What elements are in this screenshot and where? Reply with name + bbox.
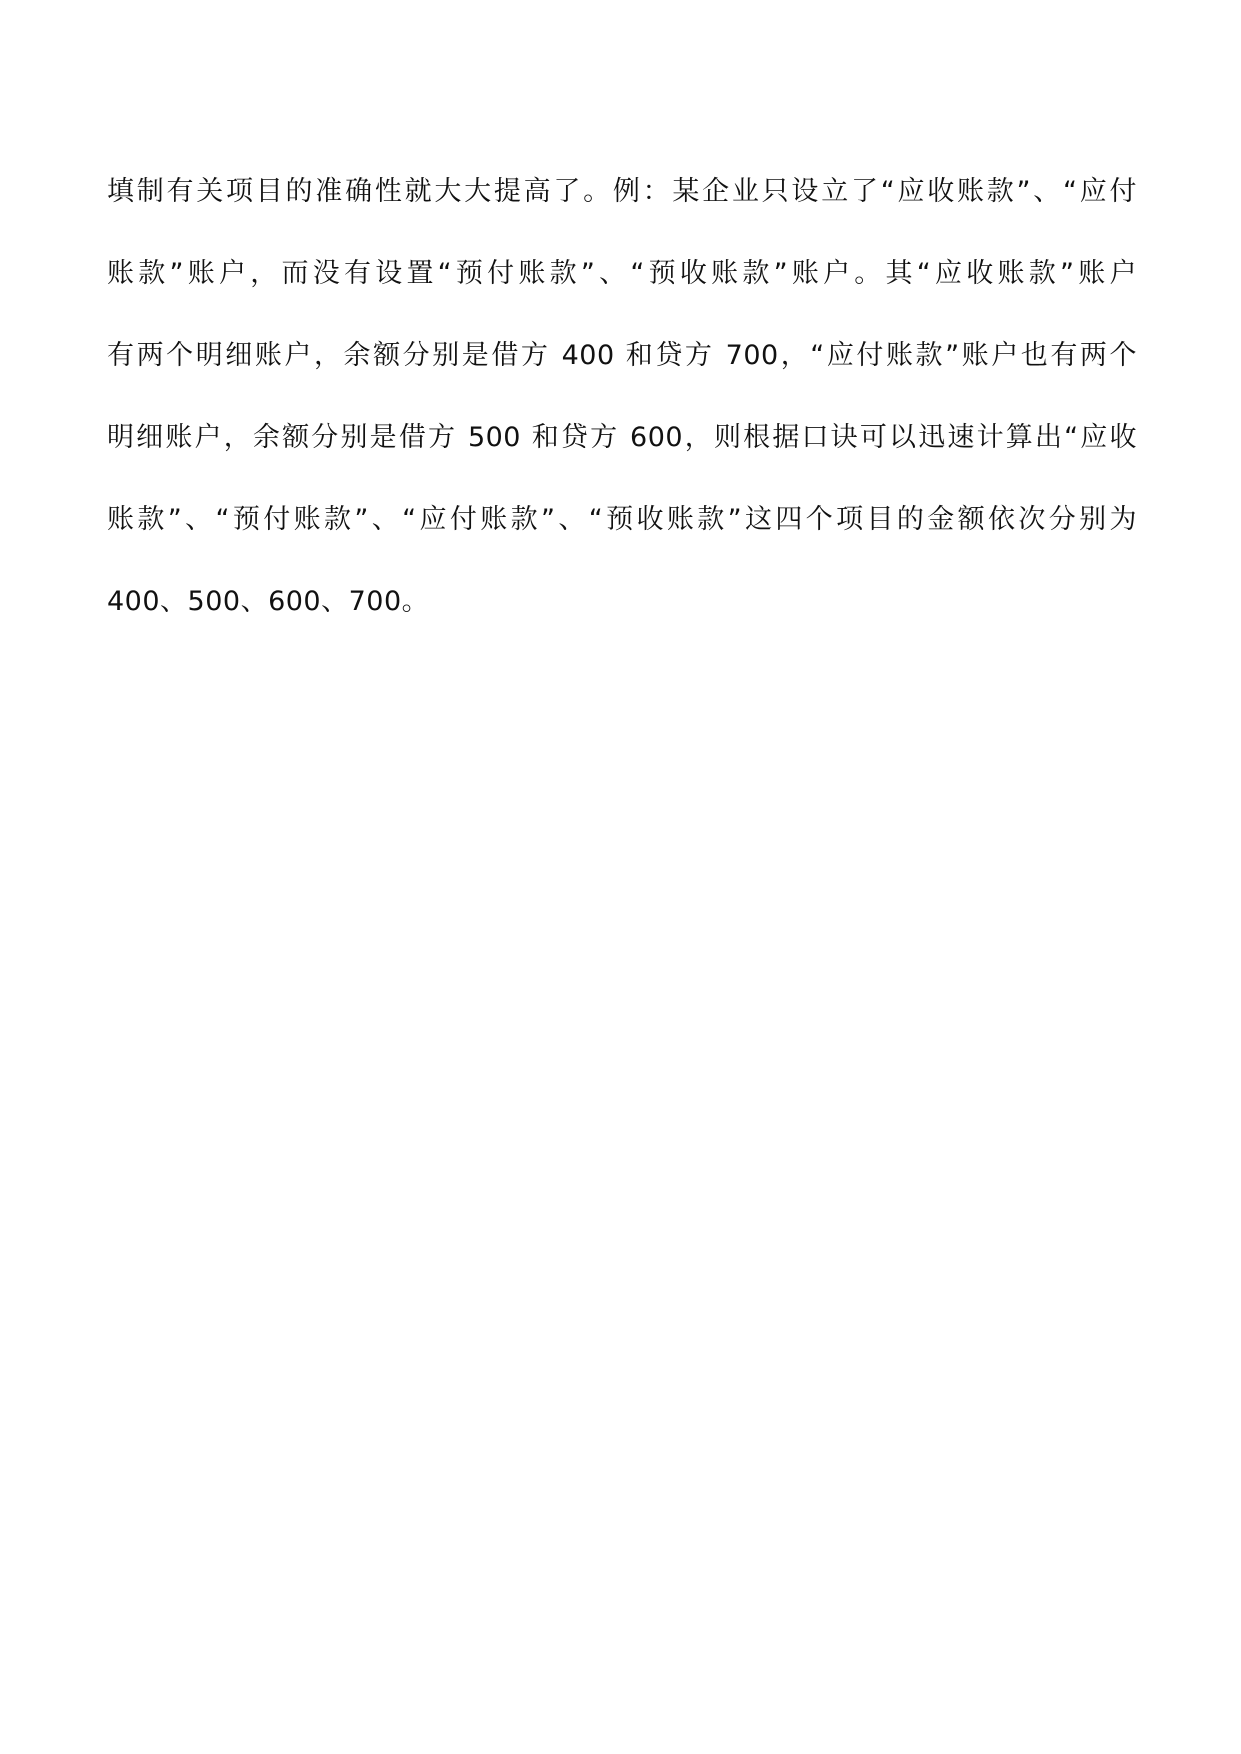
paragraph-line-1: 填制有关项目的准确性就大大提高了。例：某企业只设立了“应收账款”、“应付 xyxy=(107,176,1137,207)
paragraph-line-5: 账款”、“预付账款”、“应付账款”、“预收账款”这四个项目的金额依次分别为 xyxy=(107,504,1137,535)
paragraph-line-3: 有两个明细账户，余额分别是借方 400 和贷方 700，“应付账款”账户也有两个 xyxy=(107,340,1137,371)
paragraph-line-6: 400、500、600、700。 xyxy=(107,586,430,617)
body-paragraph xyxy=(107,166,1137,658)
paragraph-line-2: 账款”账户，而没有设置“预付账款”、“预收账款”账户。其“应收账款”账户 xyxy=(107,258,1137,289)
paragraph-line-4: 明细账户，余额分别是借方 500 和贷方 600，则根据口诀可以迅速计算出“应收 xyxy=(107,422,1137,453)
